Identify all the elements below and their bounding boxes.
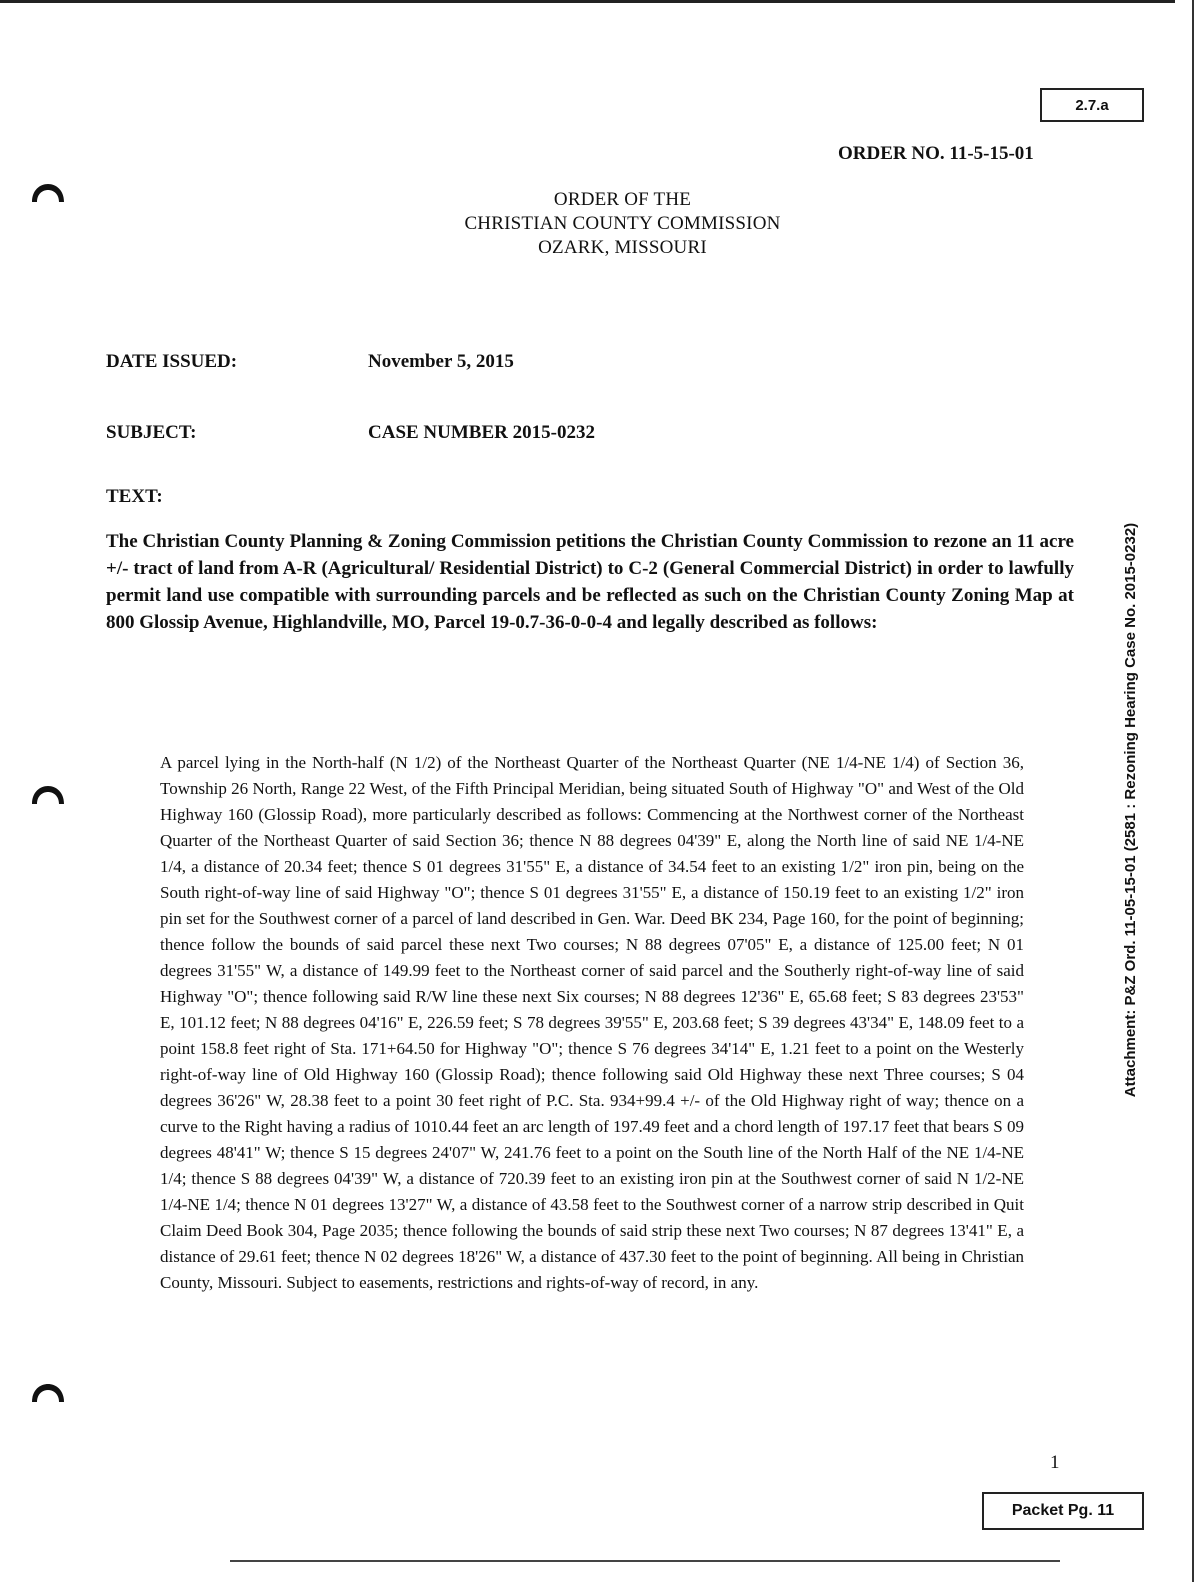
packet-page-box: Packet Pg. 11 [982,1492,1144,1530]
header-line-3: OZARK, MISSOURI [538,237,707,258]
binder-hole-mark [28,770,68,812]
text-label: TEXT: [106,486,163,507]
document-header [400,188,845,260]
date-issued-label: DATE ISSUED: [106,351,238,372]
legal-description: A parcel lying in the North-half (N 1/2) of the Northeast Quarter of the Northeast Quarter (NE 1/4-NE 1/4) of Section 36, Township 26 North, Range 22 West, of the Fifth Principal Meridian, being situated South of Highway "O" and West of the Old Highway 160 (Glossip Road), more particularly described as follows: Commencing at the Northwest corner of the Northeast Quarter of the Northeast Quarter of said Section 36; thence N 88 degrees 04'39" E, along the North line of said NE 1/4-NE 1/4, a distance of 20.34 feet; thence S 01 degrees 31'55" E, a distance of 34.54 feet to an existing 1/2" iron pin, being on the South right-of-way line of said Highway "O"; thence S 01 degrees 31'55" E, a distance of 150.19 feet to an existing 1/2" iron pin set for the Southwest corner of a parcel of land described in Gen. War. Deed BK 234, Page 160, for the point of beginning; thence follow the bounds of said parcel these next Two courses; N 88 degrees 07'05" E, a distance of 125.00 feet; N 01 degrees 31'55" W, a distance of 149.99 feet to the Northeast corner of said parcel and the Southerly right-of-way line of said Highway "O"; thence following said R/W line these next Six courses; N 88 degrees 12'36" E, 65.68 feet; S 83 degrees 23'53" E, 101.12 feet; N 88 degrees 04'16" E, 226.59 feet; S 78 degrees 39'55" E, 203.68 feet; S 39 degrees 43'34" E, 148.09 feet to a point 158.8 feet right of Sta. 171+64.50 for Highway "O"; thence S 76 degrees 34'14" E, 1.21 feet to a point on the Westerly right-of-way line of Old Highway 160 (Glossip Road); thence following said Old Highway these next Three courses; S 04 degrees 36'26" W, 28.38 feet to a point 30 feet right of P.C. Sta. 934+99.4 +/- of the Old Highway right of way; thence on a curve to the Right having a radius of 1010.44 feet an arc length of 197.49 feet and a chord length of 197.17 feet that bears S 09 degrees 48'41" W; thence S 15 degrees 24'07" W, 241.76 feet to a point on the South line of the North Half of the NE 1/4-NE 1/4; thence S 88 degrees 04'39" W, a distance of 720.39 feet to an existing iron pin at the Southwest corner of said N 1/2-NE 1/4-NE 1/4; thence N 01 degrees 13'27" W, a distance of 43.58 feet to the Southwest corner of a narrow strip described in Quit Claim Deed Book 304, Page 2035; thence following the bounds of said strip these next Two courses; N 87 degrees 13'41" E, a distance of 29.61 feet; thence N 02 degrees 18'26" W, a distance of 437.30 feet to the point of beginning. All being in Christian County, Missouri. Subject to easements, restrictions and rights-of-way of record, in any. [160,753,1024,1292]
header-line-2: CHRISTIAN COUNTY COMMISSION [464,213,781,234]
header-line-1: ORDER OF THE [553,189,692,210]
subject-value: CASE NUMBER 2015-0232 [368,422,595,443]
petition-paragraph: The Christian County Planning & Zoning Commission petitions the Christian County Commission to rezone an 11 acre +/- tract of land from A-R (Agricultural/ Residential District) to C-2 (General Commercial District) in order to lawfully permit land use compatible with surrounding parcels and be reflected as such on the Christian County Zoning Map at 800 Glossip Avenue, Highlandville, MO, Parcel 19-0.7-36-0-0-4 and legally described as follows: [106,531,1074,633]
subject-label: SUBJECT: [106,422,197,443]
binder-hole-mark [28,1368,68,1410]
page-top-edge [0,0,1175,8]
binder-hole-mark [28,168,68,210]
order-number: ORDER NO. 11-5-15-01 [838,143,1034,164]
page-number: 1 [1050,1452,1060,1473]
bottom-scan-line [230,1560,1060,1562]
date-issued-value: November 5, 2015 [368,351,514,372]
page-right-edge [1192,0,1194,1582]
agenda-item-stamp: 2.7.a [1040,88,1144,122]
attachment-side-note: Attachment: P&Z Ord. 11-05-15-01 (2581 : Rezoning Hearing Case No. 2015-0232) [1122,522,1139,1098]
